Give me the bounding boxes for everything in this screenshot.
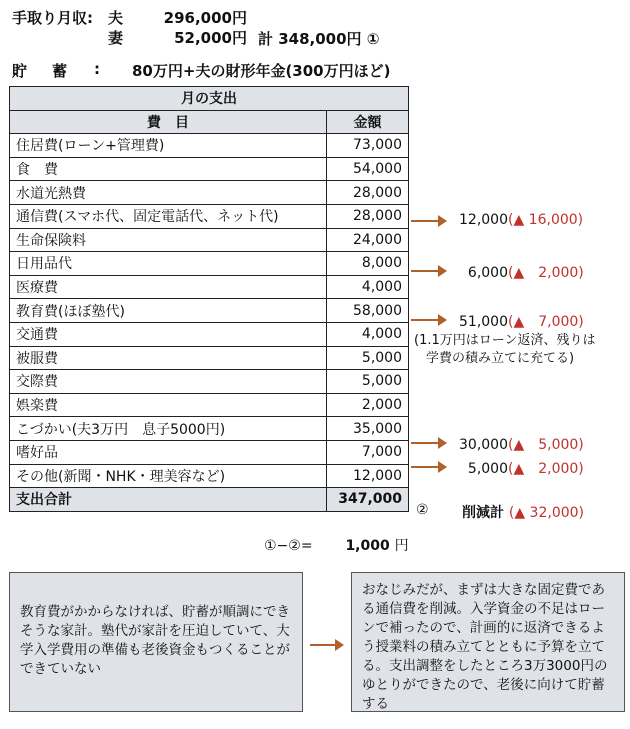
cut-total: [462, 502, 584, 522]
table-row: [10, 440, 409, 464]
total-row: [10, 488, 409, 512]
expense-item: 通信費(スマホ代、固定電話代、ネット代): [10, 204, 327, 228]
revision-arrow-icon: [411, 442, 445, 444]
expense-amount: 4,000: [327, 322, 409, 346]
wife-label: 妻: [108, 29, 124, 47]
expense-amount: 12,000: [327, 464, 409, 488]
reduction-amount: (▲ 5,000): [508, 436, 584, 453]
expense-item: 教育費(ほぼ塾代): [10, 299, 327, 323]
expense-item: 日用品代: [10, 252, 327, 276]
expense-amount: 24,000: [327, 228, 409, 252]
table-row: [10, 299, 409, 323]
income-section: [12, 8, 247, 48]
revision-arrow-icon: [411, 466, 445, 468]
table-row: [10, 464, 409, 488]
expense-item: 嗜好品: [10, 440, 327, 464]
balance-unit: 円: [394, 538, 409, 554]
table-row: [10, 370, 409, 394]
total-amount: 347,000: [327, 488, 409, 512]
revised-amount: 12,000: [459, 212, 508, 229]
expense-item: 被服費: [10, 346, 327, 370]
expense-amount: 7,000: [327, 440, 409, 464]
right-arrow-icon: [310, 644, 342, 646]
expense-table: [9, 86, 409, 512]
savings-colon: :: [94, 60, 100, 78]
expense-amount: 28,000: [327, 181, 409, 205]
revision-arrow-icon: [411, 319, 445, 321]
table-row: [10, 346, 409, 370]
after-comment-box: おなじみだが、まずは大きな固定費である通信費を削減。入学資金の不足はローンで補ったので、計画的に返済できるよう授業料の積み立てとともに予算を立てる。支出調整をしたところ3万3000円のゆとりができたので、老後に向けて貯蓄する: [351, 572, 625, 712]
expense-item: 食 費: [10, 157, 327, 181]
husband-label: 夫: [108, 9, 124, 27]
expense-item: 娯楽費: [10, 393, 327, 417]
wife-amount: 52,000円: [174, 29, 247, 47]
cut-total-diff: (▲ 32,000): [508, 505, 585, 521]
expense-item: 交際費: [10, 370, 327, 394]
reduction-amount: (▲ 2,000): [508, 461, 584, 478]
reduction-amount: (▲ 7,000): [508, 313, 584, 330]
expense-item: こづかい(夫3万円 息子5000円): [10, 417, 327, 441]
table-row: [10, 204, 409, 228]
revision-value: [450, 458, 584, 478]
expense-amount: 4,000: [327, 275, 409, 299]
revised-amount: 30,000: [459, 436, 508, 453]
table-row: [10, 157, 409, 181]
column-header-item: 費 目: [10, 110, 327, 134]
education-note-line-1: (1.1万円はローン返済、残りは: [414, 333, 596, 348]
education-note: [414, 332, 596, 368]
before-comment-box: 教育費がかからなければ、貯蓄が順調にできそうな家計。塾代が家計を圧迫していて、大学入学費用の準備も老後資金もつくることができていない: [9, 572, 303, 712]
expense-amount: 5,000: [327, 370, 409, 394]
table-title: 月の支出: [10, 87, 409, 111]
table-row: [10, 181, 409, 205]
revision-value: [450, 212, 583, 228]
expense-amount: 2,000: [327, 393, 409, 417]
income-label: 手取り月収:: [12, 9, 93, 27]
expense-amount: 54,000: [327, 157, 409, 181]
balance-formula: ①−②=: [264, 538, 313, 554]
table-row: [10, 322, 409, 346]
total-mark: ②: [416, 502, 429, 518]
expense-item: その他(新聞・NHK・理美容など): [10, 464, 327, 488]
revision-value: [450, 434, 584, 454]
expense-item: 生命保険料: [10, 228, 327, 252]
revision-value: [450, 311, 584, 331]
expense-amount: 28,000: [327, 204, 409, 228]
revised-amount: 6,000: [467, 264, 508, 281]
expense-amount: 8,000: [327, 252, 409, 276]
expense-item: 水道光熱費: [10, 181, 327, 205]
cut-total-label: 削減計: [462, 505, 504, 521]
husband-amount: 296,000円: [163, 9, 247, 27]
savings-value: 80万円+夫の財形年金(300万円ほど): [132, 62, 391, 80]
balance: [264, 535, 409, 555]
expense-rows: [10, 134, 409, 488]
expense-item: 交通費: [10, 322, 327, 346]
table-row: [10, 393, 409, 417]
expense-amount: 35,000: [327, 417, 409, 441]
expense-amount: 5,000: [327, 346, 409, 370]
table-row: [10, 275, 409, 299]
table-row: [10, 417, 409, 441]
income-total: 計 348,000円 ①: [258, 30, 380, 48]
revised-amount: 5,000: [467, 461, 508, 478]
column-header-amount: 金額: [327, 110, 409, 134]
balance-value: 1,000: [345, 538, 390, 554]
revision-arrow-icon: [411, 220, 445, 222]
savings-label-2: 蓄: [52, 62, 68, 80]
table-row: [10, 252, 409, 276]
expense-amount: 73,000: [327, 134, 409, 158]
education-note-line-2: 学費の積み立てに充てる): [426, 351, 575, 366]
total-label: 支出合計: [10, 488, 327, 512]
savings-label-1: 貯: [12, 62, 28, 80]
revision-arrow-icon: [411, 270, 445, 272]
expense-item: 住居費(ローン+管理費): [10, 134, 327, 158]
revision-value: [450, 262, 584, 282]
table-row: [10, 228, 409, 252]
table-row: [10, 134, 409, 158]
expense-amount: 58,000: [327, 299, 409, 323]
reduction-amount: (▲ 2,000): [508, 264, 584, 281]
revised-amount: 51,000: [459, 313, 508, 330]
expense-item: 医療費: [10, 275, 327, 299]
reduction-amount: (▲ 16,000): [508, 212, 584, 229]
